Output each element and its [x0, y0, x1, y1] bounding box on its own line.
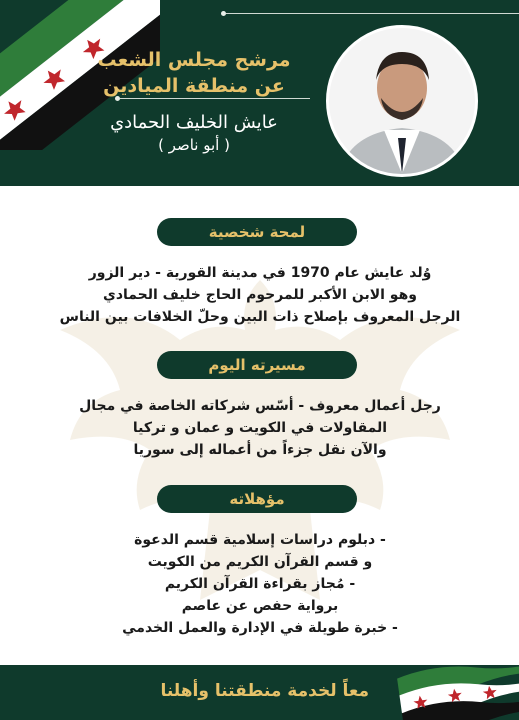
section-heading-profile: لمحة شخصية: [157, 218, 357, 246]
qualification-line: و قسم القرآن الكريم من الكويت: [147, 554, 373, 570]
candidate-nickname: ( أبو ناصر ): [158, 136, 230, 154]
qualification-line: - خبرة طويلة في الإدارة والعمل الخدمي: [122, 620, 398, 636]
profile-paragraph: [40, 262, 480, 328]
candidate-name: عايش الخليف الحمادي: [110, 112, 278, 133]
career-line: رجل أعمال معروف - أسّس شركاته الخاصة في مجال: [79, 398, 441, 414]
title-line-2: عن منطقة الميادين: [103, 75, 285, 97]
career-line: المقاولات في الكويت و عمان و تركيا: [132, 420, 388, 436]
profile-line: وُلد عايش عام 1970 في مدينة القورية - دير الزور: [88, 265, 432, 281]
section-heading-career: مسيرته اليوم: [157, 351, 357, 379]
qualification-line: - مُجاز بقراءة القرآن الكريم: [164, 576, 356, 592]
profile-line: وهو الابن الأكبر للمرحوم الحاج خليف الحمادي: [103, 287, 417, 303]
qualification-line: برواية حفص عن عاصم: [181, 598, 339, 614]
syrian-flag-icon: [380, 665, 519, 720]
header-banner: [0, 0, 519, 186]
ornament-line: [120, 98, 310, 99]
avatar: [326, 25, 478, 177]
footer-banner: [0, 665, 519, 720]
qualifications-paragraph: [40, 529, 480, 639]
career-paragraph: [40, 395, 480, 461]
person-photo-icon: [329, 28, 475, 174]
ornament-line: [226, 13, 519, 14]
section-heading-qualifications: مؤهلاته: [157, 485, 357, 513]
profile-line: الرجل المعروف بإصلاح ذات البين وحلّ الخلافات بين الناس: [59, 309, 461, 325]
title-line-1: مرشح مجلس الشعب: [97, 49, 291, 71]
career-line: والآن نقل جزءاً من أعماله إلى سوريا: [133, 442, 387, 458]
qualification-line: - دبلوم دراسات إسلامية قسم الدعوة: [134, 532, 386, 548]
footer-slogan: معاً لخدمة منطقتنا وأهلنا: [160, 681, 369, 701]
